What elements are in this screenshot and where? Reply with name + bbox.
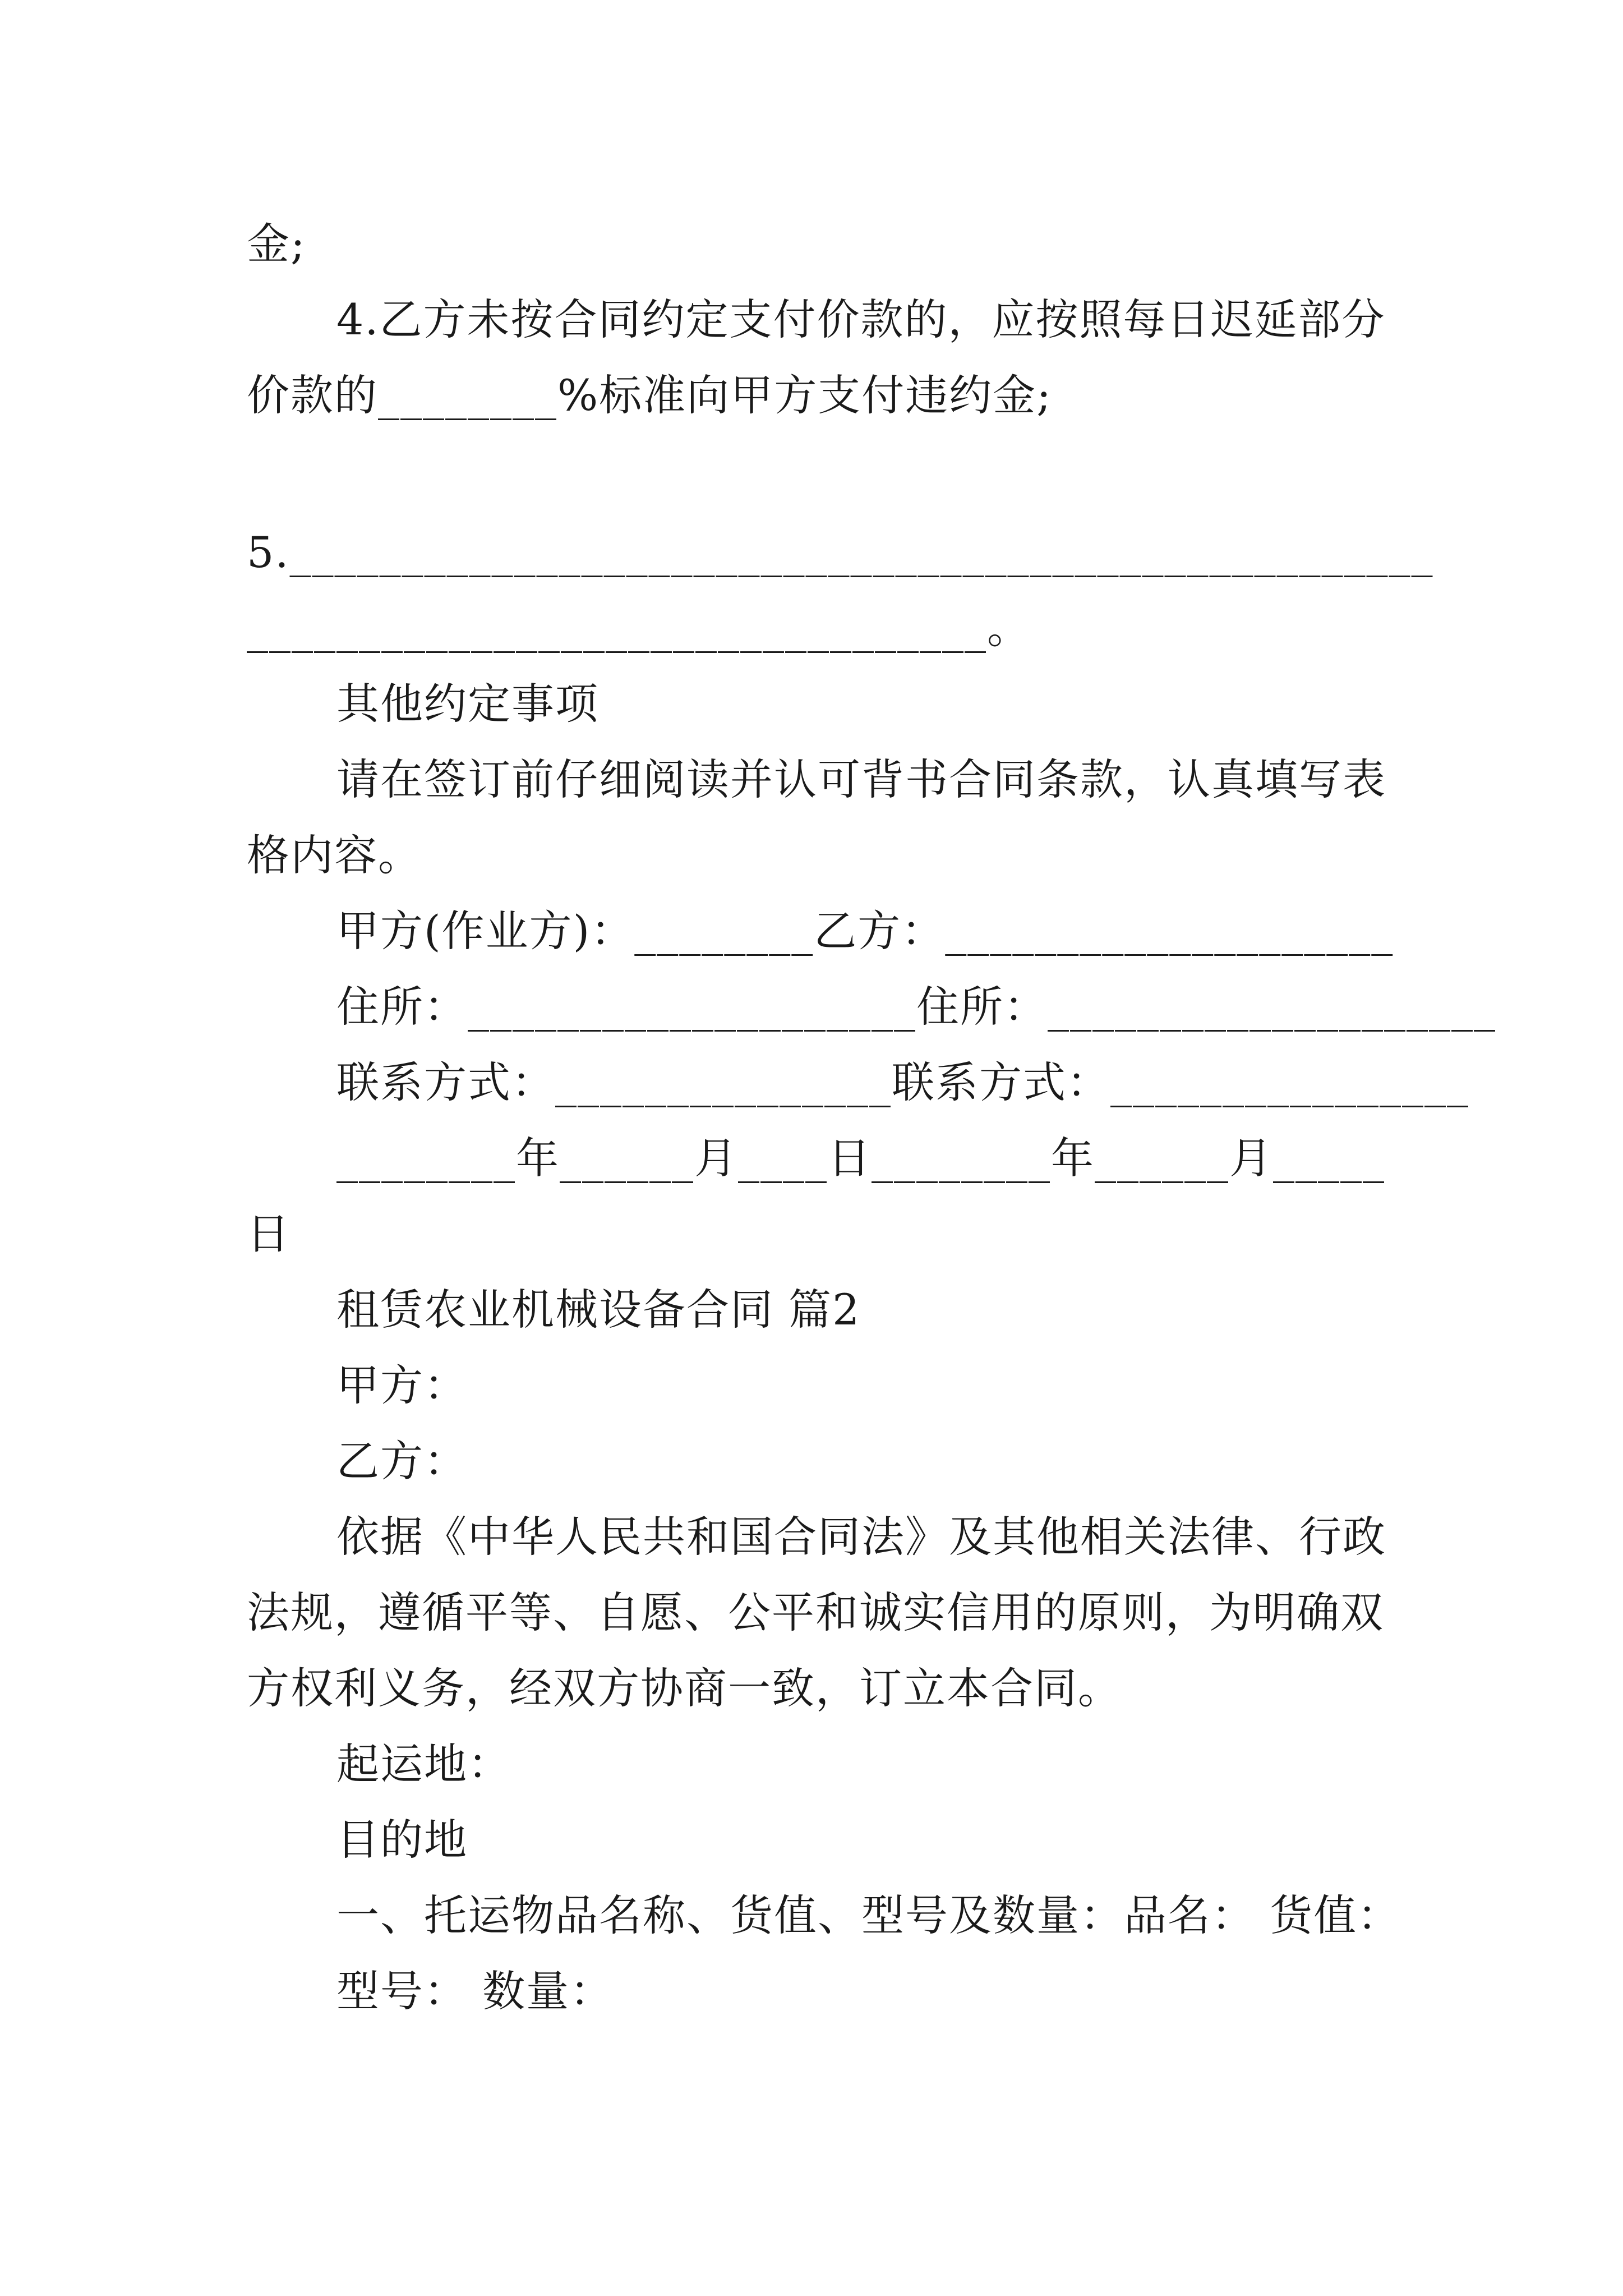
goods-line: 一、托运物品名称、货值、型号及数量：品名： 货值： xyxy=(336,1890,1401,1940)
party-b-label: 乙方： xyxy=(336,1436,468,1486)
text-line: 格内容。 xyxy=(247,830,422,880)
text-line: 价款的________%标准向甲方支付违约金; xyxy=(247,370,1052,420)
contract-title: 租赁农业机械设备合同 篇2 xyxy=(336,1285,861,1335)
destination-label: 目的地 xyxy=(336,1815,468,1865)
signature-date-line: ________年______月____日________年______月_____ xyxy=(336,1133,1385,1183)
goods-line: 型号： 数量： xyxy=(336,1966,614,2016)
text-line: 方权利义务，经双方协商一致，订立本合同。 xyxy=(247,1663,1122,1713)
section-heading: 其他约定事项 xyxy=(336,679,599,729)
signature-party-line: 甲方(作业方)：________乙方：____________________ xyxy=(336,906,1394,956)
origin-label: 起运地： xyxy=(336,1739,511,1789)
text-line: 日 xyxy=(247,1209,291,1259)
signature-contact-line: 联系方式：_______________联系方式：________________ xyxy=(336,1057,1469,1107)
text-line: 依据《中华人民共和国合同法》及其他相关法律、行政 xyxy=(336,1512,1386,1562)
signature-address-line: 住所：____________________住所：____________________ xyxy=(336,982,1496,1032)
text-line: 金; xyxy=(247,219,306,269)
text-line: 请在签订前仔细阅读并认可背书合同条款，认真填写表 xyxy=(336,754,1386,804)
text-line: 5.___________________________________________________ xyxy=(247,527,1434,577)
party-a-label: 甲方： xyxy=(336,1360,468,1410)
text-line: 4.乙方未按合同约定支付价款的，应按照每日迟延部分 xyxy=(336,295,1386,344)
text-line: _________________________________。 xyxy=(247,603,1031,653)
text-line: 法规，遵循平等、自愿、公平和诚实信用的原则，为明确双 xyxy=(247,1588,1384,1637)
